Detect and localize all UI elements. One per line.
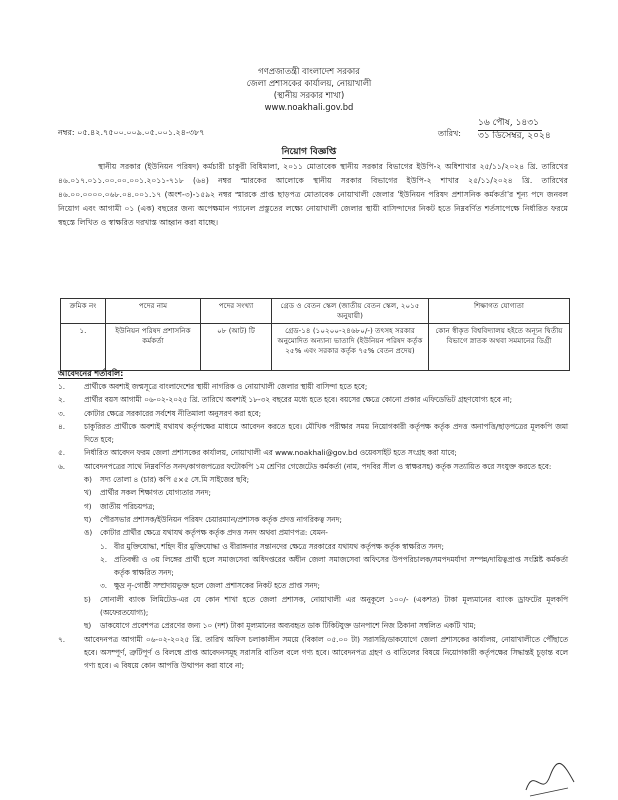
conditions-title: আবেদনের শর্তাবলি:: [58, 369, 124, 378]
date-bangla: ১৬ পৌষ, ১৪৩১: [478, 118, 539, 128]
table-row: [61, 324, 570, 371]
list-item: ২. প্রার্থীর বয়স আগামী ০৬-০২-২০২৫ খ্রি. তারিখে অবশ্যই ১৮-৩২ বছরের মধ্যে হতে হবে। বয়সের ক্ষেত্রে কোনো প্রকার এফিডেভিট গ্রহণযোগ্য হবে না;: [58, 395, 513, 405]
header-office: জেলা প্রশাসকের কার্যালয়, নোয়াখালী: [246, 78, 372, 88]
list-item: ৬. আবেদনপত্রের সাথে নিম্নবর্ণিত সনদ/কাগজপত্রের ফটোকপি ১ম শ্রেণির গেজেটেড কর্মকর্তা (নাম, পদবির সীল ও স্বাক্ষরসহ) কর্তৃক সত্যায়িত করে সংযুক্ত করতে হবে:: [58, 461, 552, 471]
header-website[interactable]: www.noakhali.gov.bd: [264, 102, 354, 112]
post-table: [60, 298, 570, 371]
date-divider: [478, 130, 542, 131]
signature-scribble-icon: [520, 760, 580, 800]
sub-item: ছ) ডাকযোগে প্রবেশপত্র প্রেরণের জন্য ১০ (দশ) টাকা মূল্যমানের অব্যবহৃত ডাক টিকিটযুক্ত ডানপাশে নিজ ঠিকানা সম্বলিত একটি খাম;: [84, 621, 476, 631]
date-label: তারিখ:: [438, 129, 461, 138]
quota-item: ২. প্রতিবন্ধী ও ৩য় লিঙ্গের প্রার্থী হলে সমাজসেবা অধিদপ্তরের অধীন জেলা সমাজসেবা অফিসের উপপরিচালক/সমপদমর্যাদা সম্পন্ন/দায়িত্বপ্রাপ্ত সংশ্লিষ্ট কর্মকর্তা কর্তৃক স্বাক্ষরিত সনদ;: [100, 554, 568, 578]
memo-number: নম্বর: ০৫.৪২.৭৫০০.০০৯.০৫.০০১.২৪-৩৮৭: [58, 128, 205, 137]
cell-qualification: কোন স্বীকৃত বিশ্ববিদ্যালয় হইতে অন্যূন দ্বিতীয় বিভাগে স্নাতক অথবা সমমানের ডিগ্রী: [429, 324, 570, 371]
list-item: ৩. কোটার ক্ষেত্রে সরকারের সর্বশেষ নীতিমালা অনুসরণ করা হবে;: [58, 408, 262, 418]
sub-item: ঘ) পৌরসভার প্রশাসক/ইউনিয়ন পরিষদ চেয়ারম্যান/প্রশাসক কর্তৃক প্রদত্ত নাগরিকত্ব সনদ;: [84, 514, 342, 524]
list-item: ৪. চাকুরিরত প্রার্থীকে অবশ্যই যথাযথ কর্তৃপক্ষের মাধ্যমে আবেদন করতে হবে। মৌখিক পরীক্ষার সময় নিয়োগকারী কর্তৃপক্ষ কর্তৃক প্রদত্ত অনাপত্তি/ছাড়পত্রের মূলকপি জমা দিতে হবে;: [58, 421, 568, 445]
quota-item: ১. বীর মুক্তিযোদ্ধা, শহিদ বীর মুক্তিযোদ্ধা ও বীরাঙ্গনার সন্তানদের ক্ষেত্রে সরকারের যথাযথ কর্তৃপক্ষ কর্তৃক স্বাক্ষরিত সনদ;: [100, 541, 444, 551]
sub-item: ক) সদ্য তোলা ৪ (চার) কপি ৫×৫ সে.মি সাইজের ছবি;: [84, 475, 250, 485]
list-item: ৭. আবেদনপত্র আগামী ০৬-০২-২০২৫ খ্রি. তারিখ অফিস চলাকালীন সময়ে (বিকাল ০৫.০০ টা) সরাসরি/ডাকযোগে জেলা প্রশাসকের কার্যালয়, নোয়াখালীতে পৌঁছাতে হবে। অসম্পূর্ণ, ত্রুটিপূর্ণ ও বিলম্বে প্রাপ্ত আবেদনসমূহ সরাসরি বাতিল বলে গণ্য হবে। আবেদনপত্র গ্রহণ ও বাতিলের বিষয়ে নিয়োগকারী কর্তৃপক্ষের সিদ্ধান্তই চূড়ান্ত বলে গণ্য হবে। এ বিষয়ে কোন আপত্তি উত্থাপন করা যাবে না;: [58, 634, 568, 671]
conditions-list: [58, 380, 568, 673]
table-header-row: [61, 299, 570, 324]
quota-item: ৩. ক্ষুদ্র নৃ-গোষ্ঠী সম্প্রদায়ভুক্ত হলে জেলা প্রশাসকের নিকট হতে প্রাপ্ত সনদ;: [100, 581, 320, 591]
sub-item: চ) সোনালী ব্যাংক লিমিটেড-এর যে কোন শাখা হতে জেলা প্রশাসক, নোয়াখালী এর অনুকূলে ১০০/- (একশত) টাকা মূল্যমানের ব্যাংক ড্রাফটের মূলকপি (অফেরতযোগ্য);: [84, 594, 568, 618]
notice-title: নিয়োগ বিজ্ঞপ্তি: [281, 147, 337, 157]
date-english: ৩১ ডিসেম্বর, ২০২৪: [478, 131, 551, 141]
intro-paragraph: স্থানীয় সরকার (ইউনিয়ন পরিষদ) কর্মচারী চাকুরী বিধিমালা, ২০১১ মোতাবেক স্থানীয় সরকার বিভাগের ইউপি-২ অধিশাখার ২৫/১১/২০২৪ খ্রি. তারিখের ৪৬.০১৭.০১১.০০.০০.০০১.২০১১-৭১৮ (৬৪) নম্বর স্মারকের আলোকে স্থানীয় সরকার বিভাগের ইউপি-২ শাখার ২৫/১১/২০২৪ খ্রি. তারিখের ৪৬.০০.০০০০.০৬৮.০৪.০০১.১৭ (অংশ-৩)-১৫৯২ নম্বর স্মারকে প্রাপ্ত ছাড়পত্র মোতাবেক নোয়াখালী জেলার 'ইউনিয়ন পরিষদ প্রশাসনিক কর্মকর্তা'র শূন্য পদে জনবল নিয়োগ এবং আগামী ০১ (এক) বছরের জন্য অপেক্ষমান প্যানেল প্রস্তুতের লক্ষ্যে নোয়াখালী জেলার স্থায়ী বাসিন্দাদের নিকট হতে নিম্নবর্ণিত শর্তসাপেক্ষে নির্ধারিত ফরমে স্বহস্তে লিখিত ও স্বাক্ষরিত দরখাস্ত আহ্বান করা যাচ্ছে।: [58, 162, 568, 227]
col-serial: ক্রমিক নং: [61, 299, 106, 324]
sub-item: ঙ) কোটার প্রার্থীর ক্ষেত্রে যথাযথ কর্তৃপক্ষ কর্তৃক প্রদত্ত সনদ অথবা প্রমাণপত্র: যেমন-: [84, 528, 328, 538]
col-post: পদের নাম: [106, 299, 201, 324]
col-grade: গ্রেড ও বেতন স্কেল (জাতীয় বেতন স্কেল, ২০১৫ অনুযায়ী): [272, 299, 429, 324]
header-branch: (স্থানীয় সরকার শাখা): [273, 90, 345, 100]
cell-post: ইউনিয়ন পরিষদ প্রশাসনিক কর্মকর্তা: [106, 324, 201, 371]
cell-grade: গ্রেড-১৪ (১০২০০-২৪৬৮০/-) তৎসহ সরকার অনুমোদিত অন্যান্য ভাতাদি (ইউনিয়ন পরিষদ কর্তৃক ২৫% এবং সরকার কর্তৃক ৭৫% বেতন প্রদেয়): [272, 324, 429, 371]
sub-item: খ) প্রার্থীর সকল শিক্ষাগত যোগ্যতার সনদ;: [84, 488, 211, 498]
col-qualification: শিক্ষাগত যোগ্যতা: [429, 299, 570, 324]
header-government: গণপ্রজাতন্ত্রী বাংলাদেশ সরকার: [258, 66, 360, 76]
handwritten-date: [478, 117, 551, 143]
cell-serial: ১.: [61, 324, 106, 371]
col-count: পদের সংখ্যা: [201, 299, 272, 324]
sub-item: গ) জাতীয় পরিচয়পত্র;: [84, 501, 155, 511]
cell-count: ০৮ (আট) টি: [201, 324, 272, 371]
list-item: ৫. নির্ধারিত আবেদন ফরম জেলা প্রশাসকের কার্যালয়, নোয়াখালী এর www.noakhali@gov.bd ওয়েবসাইট হতে সংগ্রহ করা যাবে;: [58, 448, 457, 458]
list-item: ১. প্রার্থীকে অবশ্যই জন্মসূত্রে বাংলাদেশের স্থায়ী নাগরিক ও নোয়াখালী জেলার স্থায়ী বাসিন্দা হতে হবে;: [58, 382, 368, 391]
